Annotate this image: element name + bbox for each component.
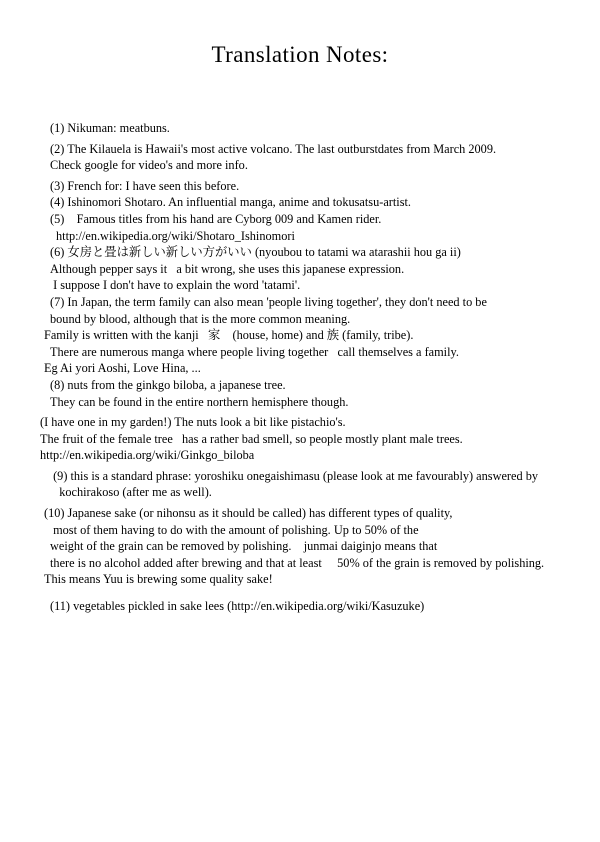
note-line: Although pepper says it a bit wrong, she uses this japanese expression.	[50, 261, 405, 276]
note-line: (11) vegetables pickled in sake lees (http://en.wikipedia.org/wiki/Kasuzuke)	[50, 599, 425, 614]
note-line: Eg Ai yori Aoshi, Love Hina, ...	[44, 361, 201, 376]
note-line: there is no alcohol added after brewing and that at least 50% of the grain is removed by polishing.	[50, 555, 545, 570]
note-line: They can be found in the entire northern hemisphere though.	[50, 394, 349, 409]
note-line: (3) French for: I have seen this before.	[50, 178, 240, 193]
note-line: (6) 女房と畳は新しい新しい方がいい (nyoubou to tatami wa atarashii hou ga ii)	[50, 245, 461, 260]
note-line: (10) Japanese sake (or nihonsu as it should be called) has different types of quality,	[44, 506, 453, 521]
note-line: This means Yuu is brewing some quality sake!	[44, 572, 273, 587]
note-line: (2) The Kilauela is Hawaii's most active volcano. The last outburstdates from March 2009.	[50, 141, 497, 156]
notes-body	[0, 120, 600, 615]
note-line: (4) Ishinomori Shotaro. An influential manga, anime and tokusatsu-artist.	[50, 195, 411, 210]
note-line: weight of the grain can be removed by polishing. junmai daiginjo means that	[50, 539, 438, 554]
note-line: most of them having to do with the amount of polishing. Up to 50% of the	[50, 522, 419, 537]
note-line: (8) nuts from the ginkgo biloba, a japanese tree.	[50, 377, 286, 392]
paragraph-spacer	[44, 588, 574, 598]
note-line: kochirakoso (after me as well).	[50, 485, 212, 500]
note-line: (9) this is a standard phrase: yoroshiku onegaishimasu (please look at me favourably) answered by	[50, 468, 538, 483]
note-line: (1) Nikuman: meatbuns.	[50, 121, 170, 135]
note-line: http://en.wikipedia.org/wiki/Shotaro_Ishinomori	[56, 228, 295, 243]
note-line: http://en.wikipedia.org/wiki/Ginkgo_biloba	[40, 448, 255, 463]
page-title: Translation Notes:	[211, 42, 389, 67]
note-line: I suppose I don't have to explain the word 'tatami'.	[50, 278, 301, 293]
note-line: Check google for video's and more info.	[50, 158, 248, 173]
note-line: bound by blood, although that is the more common meaning.	[50, 311, 351, 326]
note-line: The fruit of the female tree has a rather bad smell, so people mostly plant male trees.	[40, 431, 463, 446]
note-line: (5) Famous titles from his hand are Cyborg 009 and Kamen rider.	[50, 211, 382, 226]
note-line: There are numerous manga where people living together call themselves a family.	[50, 344, 459, 359]
document-page	[0, 42, 600, 842]
note-line: Family is written with the kanji 家 (house, home) and 族 (family, tribe).	[44, 328, 414, 343]
note-line: (I have one in my garden!) The nuts look a bit like pistachio's.	[40, 415, 346, 430]
note-line: (7) In Japan, the term family can also mean 'people living together', they don't need to be	[50, 294, 487, 309]
